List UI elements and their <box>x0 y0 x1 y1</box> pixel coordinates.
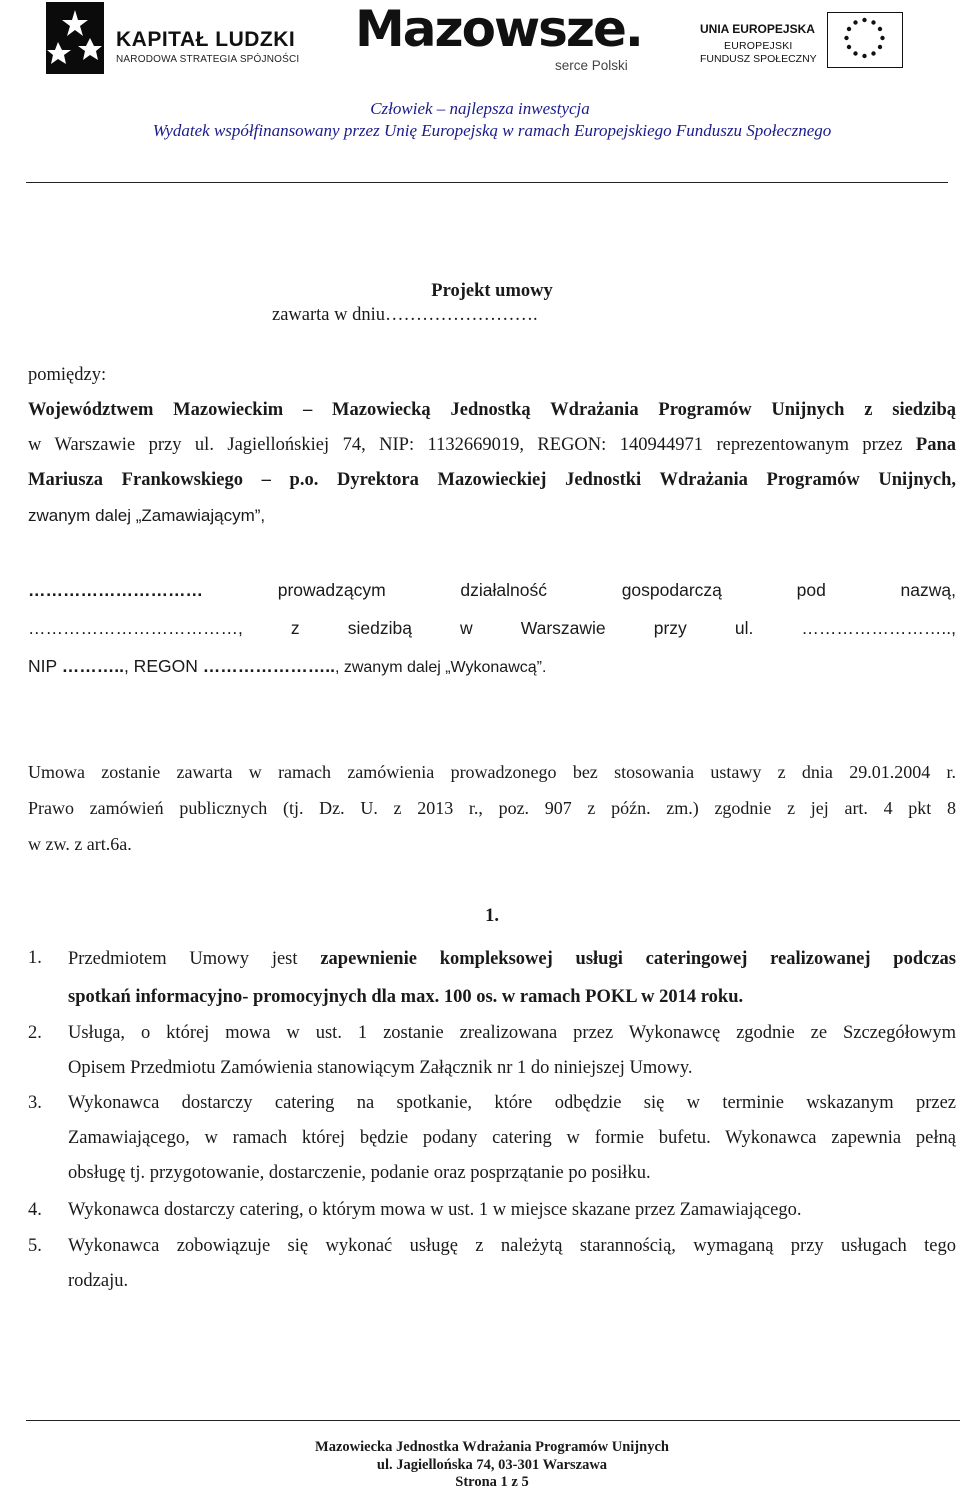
header-cofinancing-note: Wydatek współfinansowany przez Unię Europejską w ramach Europejskiego Funduszu Społecznego <box>152 121 832 140</box>
list-item-text: Wykonawca dostarczy catering na spotkanie, które odbędzie się w terminie wskazanym przez Zamawiającego, w ramach której będzie podany catering w formie bufetu. Wykonawca zapewnia pełną obsługę tj. przygotowanie, dostarczenie, podanie oraz posprzątanie po posiłku. <box>68 1093 956 1183</box>
footer-organization: Mazowiecka Jednostka Wdrażania Programów Unijnych <box>315 1439 669 1455</box>
eu-flag-icon <box>827 12 903 68</box>
list-item-text: Usługa, o której mowa w ust. 1 zostanie zrealizowana przez Wykonawcę zgodnie ze Szczegółowym Opisem Przedmiotu Zamówienia stanowiącym Załącznik nr 1 do niniejszej Umowy. <box>68 1023 956 1078</box>
concluded-on: zawarta w dniu……………………. <box>272 305 538 325</box>
between-label: pomiędzy: <box>28 365 107 385</box>
footer-divider <box>26 1420 960 1421</box>
party-2-paragraph <box>28 571 956 681</box>
list-item <box>28 1016 956 1086</box>
party-1-line-3: Mariusza Frankowskiego – p.o. Dyrektora Mazowieckiej Jednostki Wdrażania Programów Unijnych, <box>28 470 956 490</box>
legal-basis-line-3: w zw. z art.6a. <box>28 834 132 854</box>
party-2-line-1: ………………………… prowadzącym działalność gospodarczą pod nazwą, <box>28 580 956 600</box>
eu-logo-line1: UNIA EUROPEJSKA <box>700 22 815 36</box>
list-item-number: 5. <box>28 1236 42 1256</box>
party-1-line-4: zwanym dalej „Zamawiającym”, <box>28 506 266 525</box>
list-item-text: Wykonawca zobowiązuje się wykonać usługę z należytą starannością, wymaganą przy usługach tego rodzaju. <box>68 1236 956 1291</box>
legal-basis-line-1: Umowa zostanie zawarta w ramach zamówienia prowadzonego bez stosowania ustawy z dnia 29.01.2004 r. <box>28 762 956 782</box>
header-divider <box>26 182 948 183</box>
kapital-ludzki-logo <box>46 2 306 74</box>
legal-basis-line-2: Prawo zamówień publicznych (tj. Dz. U. z 2013 r., poz. 907 z późn. zm.) zgodnie z jej art. 4 pkt 8 <box>28 798 956 818</box>
party-1-line-1: Województwem Mazowieckim – Mazowiecką Jednostką Wdrażania Programów Unijnych z siedzibą <box>28 400 956 420</box>
list-item <box>28 1193 956 1228</box>
mazowsze-logo <box>355 0 655 82</box>
list-item-number: 3. <box>28 1093 42 1113</box>
list-item <box>28 1086 956 1191</box>
list-item-text: Wykonawca dostarczy catering, o którym mowa w ust. 1 w miejsce skazane przez Zamawiającego. <box>68 1200 802 1220</box>
page-number: Strona 1 z 5 <box>455 1474 529 1490</box>
list-item-number: 2. <box>28 1023 42 1043</box>
party-2-line-2: ………………………………, z siedzibą w Warszawie przy ul. …………………….., <box>28 618 956 638</box>
party-1-paragraph <box>28 393 956 533</box>
list-item <box>28 940 956 1015</box>
eu-logo-line3: FUNDUSZ SPOŁECZNY <box>700 53 817 65</box>
kapital-ludzki-subtitle: NARODOWA STRATEGIA SPÓJNOŚCI <box>116 54 300 65</box>
party-1-line-2: w Warszawie przy ul. Jagiellońskiej 74, NIP: 1132669019, REGON: 140944971 reprezentowanym przez Pana <box>28 435 956 455</box>
footer-address: ul. Jagiellońska 74, 03-301 Warszawa <box>376 1457 608 1473</box>
header-motto: Człowiek – najlepsza inwestycja <box>370 99 590 118</box>
eu-logo-line2: EUROPEJSKI <box>724 40 793 52</box>
mazowsze-wordmark: Mazowsze. <box>355 0 642 58</box>
kapital-ludzki-emblem-icon <box>46 2 104 74</box>
party-2-line-3: NIP ……….., REGON ………………….., zwanym dalej „Wykonawcą”. <box>28 656 547 676</box>
list-item <box>28 1229 956 1299</box>
eu-logo <box>700 12 910 72</box>
kapital-ludzki-title: KAPITAŁ LUDZKI <box>116 28 296 51</box>
list-item-number: 4. <box>28 1200 42 1220</box>
mazowsze-tagline: serce Polski <box>555 58 628 73</box>
legal-basis-paragraph <box>28 754 956 864</box>
list-item-number: 1. <box>28 948 42 968</box>
document-title: Projekt umowy <box>431 281 553 301</box>
list-item-text: Przedmiotem Umowy jest zapewnienie kompleksowej usługi cateringowej realizowanej podczas spotkań informacyjno- promocyjnych dla max. 100 os. w ramach POKL w 2014 roku. <box>68 949 956 1007</box>
section-number: 1. <box>485 906 499 926</box>
